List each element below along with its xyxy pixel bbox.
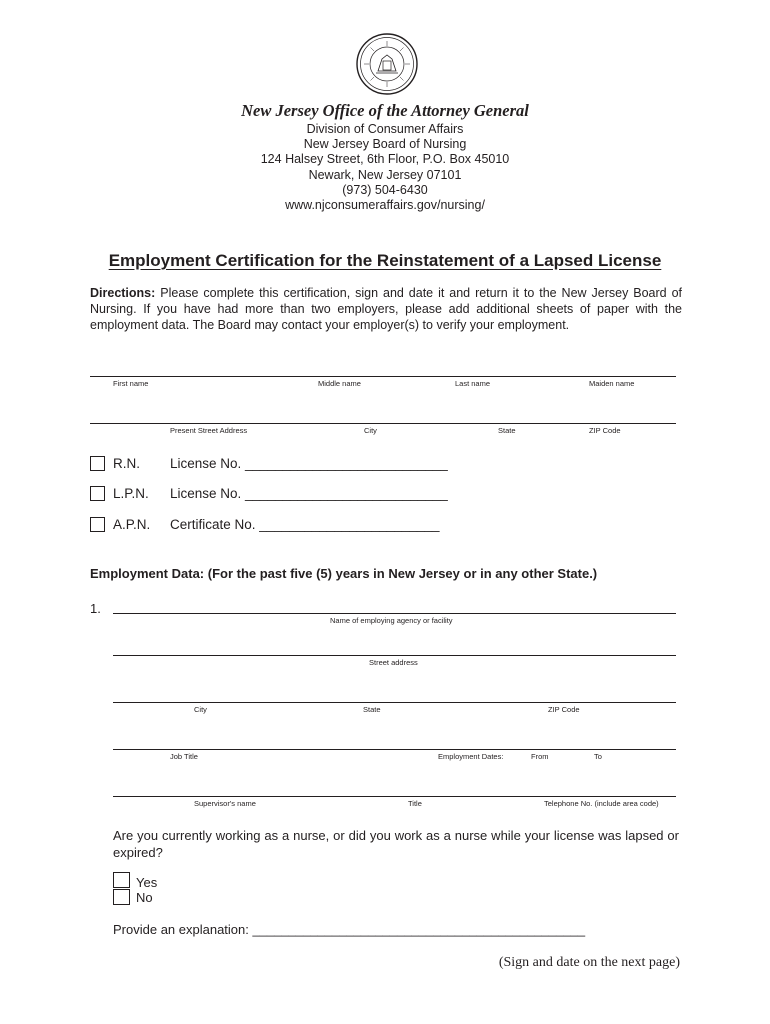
lpn-checkbox[interactable] bbox=[90, 486, 105, 501]
employer-city-state-zip-field[interactable] bbox=[113, 702, 676, 703]
caption-city: City bbox=[364, 426, 377, 435]
address-line: New Jersey Board of Nursing bbox=[303, 137, 467, 151]
nurse-work-question: Are you currently working as a nurse, or did you work as a nurse while your license was lapsed or expired? bbox=[113, 828, 679, 860]
apn-checkbox[interactable] bbox=[90, 517, 105, 532]
caption-from: From bbox=[531, 752, 549, 761]
supervisor-field[interactable] bbox=[113, 796, 676, 797]
caption-employer-state: State bbox=[363, 705, 381, 714]
caption-employer-zip: ZIP Code bbox=[548, 705, 580, 714]
address-line: Division of Consumer Affairs bbox=[306, 122, 464, 136]
rn-checkbox[interactable] bbox=[90, 456, 105, 471]
employer-street-field[interactable] bbox=[113, 655, 676, 656]
lpn-license-number-field[interactable]: License No. ___________________________ bbox=[170, 486, 448, 501]
website-url: www.njconsumeraffairs.gov/nursing/ bbox=[285, 198, 485, 212]
caption-employment-dates: Employment Dates: bbox=[438, 752, 504, 761]
state-seal-logo bbox=[356, 33, 418, 95]
name-field[interactable] bbox=[90, 376, 676, 377]
apn-certificate-number-field[interactable]: Certificate No. ________________________ bbox=[170, 517, 440, 532]
caption-supervisor-name: Supervisor's name bbox=[194, 799, 256, 808]
caption-present-street-address: Present Street Address bbox=[170, 426, 248, 435]
job-title-dates-field[interactable] bbox=[113, 749, 676, 750]
directions-paragraph bbox=[90, 285, 682, 333]
address-line: 124 Halsey Street, 6th Floor, P.O. Box 45010 bbox=[260, 152, 510, 166]
yes-label: Yes bbox=[136, 875, 158, 890]
agency-name: New Jersey Office of the Attorney General bbox=[241, 101, 529, 120]
caption-middle-name: Middle name bbox=[318, 379, 361, 388]
caption-telephone: Telephone No. (include area code) bbox=[544, 799, 659, 808]
address-line: Newark, New Jersey 07101 bbox=[308, 168, 462, 182]
yes-checkbox[interactable] bbox=[113, 872, 130, 888]
directions-text: Please complete this certification, sign and date it and return it to the New Jersey Board of Nursing. If you have had more than two employers, please add additional sheets of paper with the employment data. The Board may contact your employer(s) to verify your employment. bbox=[90, 286, 682, 332]
directions-label: Directions: bbox=[90, 286, 156, 300]
caption-first-name: First name bbox=[113, 379, 149, 388]
caption-employer-name: Name of employing agency or facility bbox=[330, 616, 453, 625]
explanation-field[interactable]: Provide an explanation: ______________________________________________ bbox=[113, 922, 586, 937]
caption-to: To bbox=[594, 752, 602, 761]
caption-state: State bbox=[498, 426, 516, 435]
caption-job-title: Job Title bbox=[170, 752, 198, 761]
caption-employer-city: City bbox=[194, 705, 207, 714]
caption-title: Title bbox=[408, 799, 422, 808]
no-checkbox[interactable] bbox=[113, 889, 130, 905]
rn-license-number-field[interactable]: License No. ___________________________ bbox=[170, 456, 448, 471]
next-page-note: (Sign and date on the next page) bbox=[498, 955, 680, 970]
no-label: No bbox=[136, 890, 153, 905]
caption-street-address: Street address bbox=[369, 658, 418, 667]
apn-label: A.P.N. bbox=[113, 517, 151, 532]
employer-name-field[interactable] bbox=[113, 613, 676, 614]
lpn-label: L.P.N. bbox=[113, 486, 149, 501]
employment-data-heading: Employment Data: (For the past five (5) years in New Jersey or in any other State.) bbox=[90, 566, 598, 581]
form-title: Employment Certification for the Reinstatement of a Lapsed License bbox=[108, 251, 662, 270]
phone-number: (973) 504-6430 bbox=[342, 183, 428, 197]
present-address-field[interactable] bbox=[90, 423, 676, 424]
caption-last-name: Last name bbox=[455, 379, 491, 388]
rn-label: R.N. bbox=[113, 456, 140, 471]
caption-maiden-name: Maiden name bbox=[589, 379, 635, 388]
entry-number: 1. bbox=[90, 601, 101, 616]
caption-zip-code: ZIP Code bbox=[589, 426, 621, 435]
